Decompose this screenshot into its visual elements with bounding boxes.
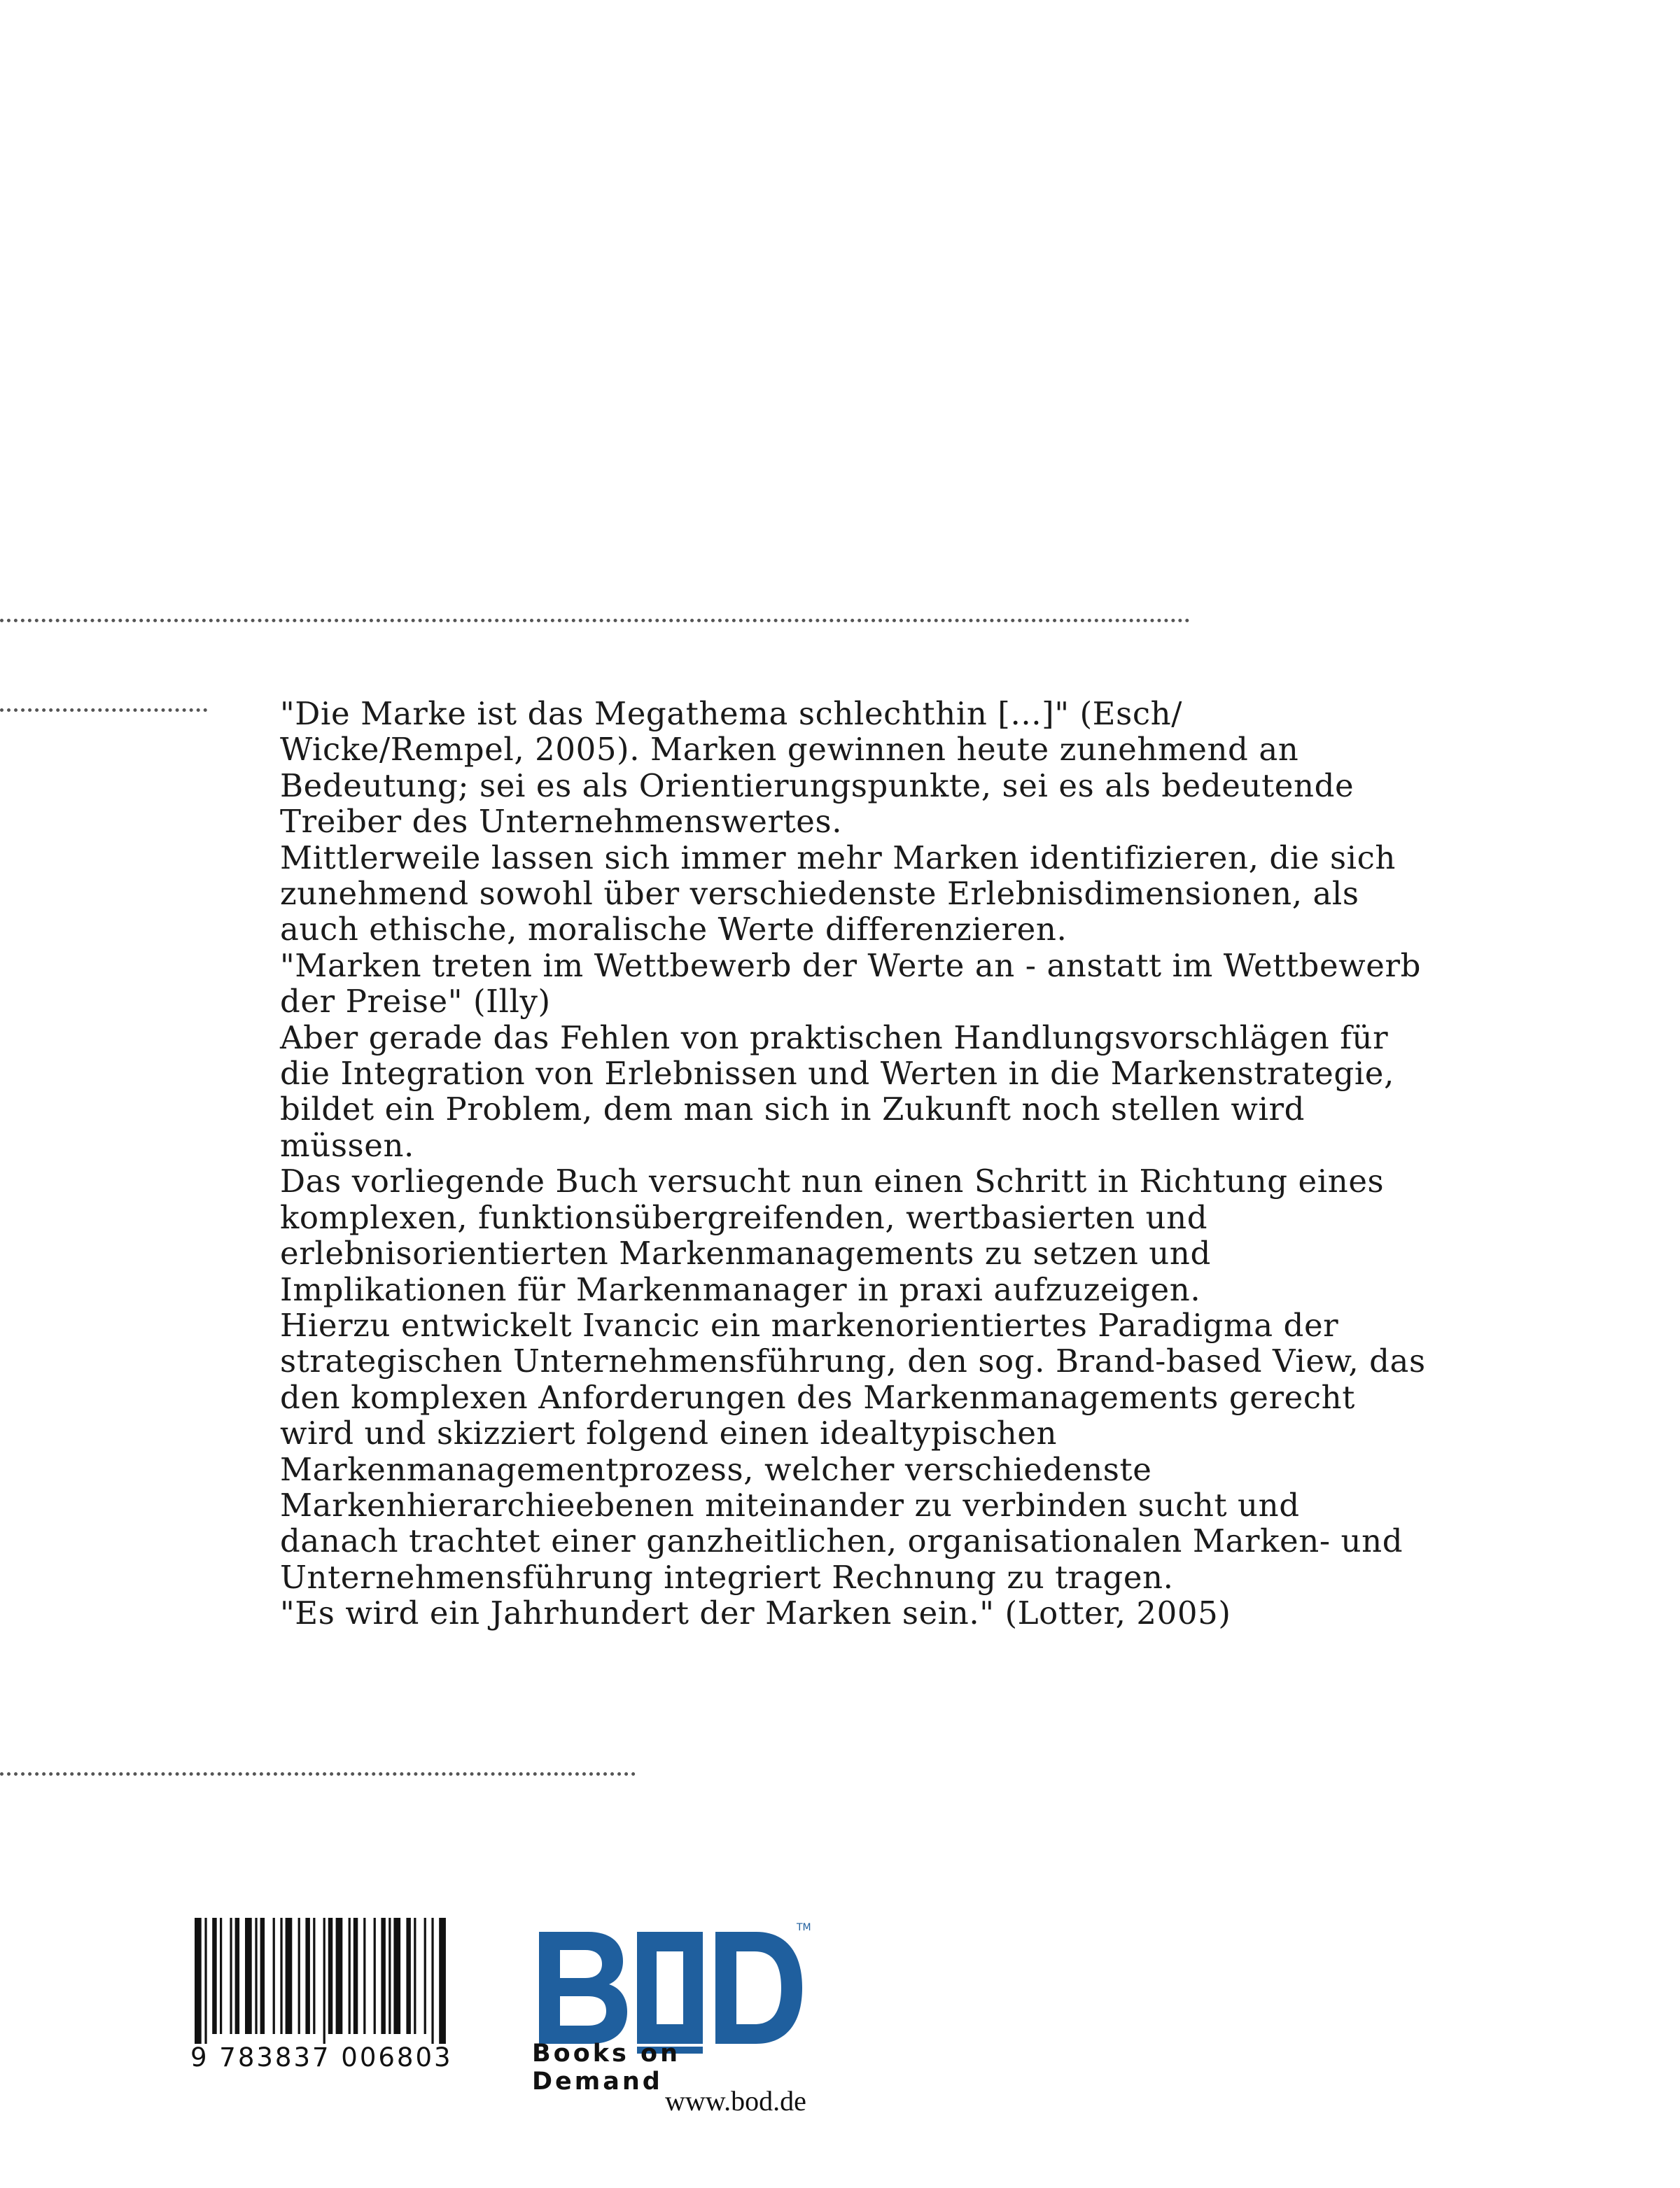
barcode-bar: [260, 1918, 265, 2034]
barcode-bar: [323, 1918, 326, 2044]
barcode-bar: [439, 1918, 446, 2044]
barcode-bar: [363, 1918, 365, 2034]
barcode-bar: [280, 1918, 282, 2034]
barcode-bar: [235, 1918, 239, 2034]
publisher-url: www.bod.de: [665, 2085, 806, 2117]
dotted-rule-short: [0, 708, 207, 712]
barcode-bar: [381, 1918, 385, 2034]
barcode-bars: [189, 1918, 497, 2044]
barcode-bar: [431, 1918, 433, 2044]
barcode-bar: [424, 1918, 426, 2034]
barcode-bar: [388, 1918, 391, 2034]
blurb-paragraph: Hierzu entwickelt Ivancic ein markenorientiertes Paradigma der strategischen Unternehmensführung, den sog. Brand-based View, das den komplexen Anforderungen des Markenmanagements gerecht wird und skizziert folgend einen idealtypischen Markenmanagementprozess, welcher verschiedenste Markenhierarchieebenen miteinander zu verbinden sucht und danach trachtet einer ganzheitlichen, organisationalen Marken- und Unternehmensführung integriert Rechnung zu tragen.: [280, 1306, 1426, 1596]
blurb-paragraph: Aber gerade das Fehlen von praktischen Handlungsvorschlägen für die Integration von Erlebnissen und Werten in die Markenstrategie, bildet ein Problem, dem man sich in Zukunft noch stellen wird müssen.: [280, 1018, 1394, 1164]
barcode-bar: [230, 1918, 232, 2034]
barcode-bar: [354, 1918, 358, 2034]
dotted-rule-bottom: [0, 1772, 636, 1776]
logo-letter-o: [637, 1932, 703, 2044]
barcode-bar: [313, 1918, 315, 2034]
barcode-bar: [349, 1918, 351, 2034]
blurb-quote: "Es wird ein Jahrhundert der Marken sein." (Lotter, 2005): [280, 1594, 1231, 1632]
logo-letter-d: [715, 1932, 802, 2044]
barcode-bar: [336, 1918, 343, 2034]
barcode-bar: [414, 1918, 416, 2034]
barcode-bar: [220, 1918, 222, 2034]
blurb-paragraph: "Die Marke ist das Megathema schlechthin [...]" (Esch/ Wicke/Rempel, 2005). Marken gewinnen heute zunehmend an Bedeutung; sei es als Orientierungspunkte, sei es als bedeutende Treiber des Unternehmenswertes.: [280, 695, 1354, 841]
blurb-quote: "Marken treten im Wettbewerb der Werte an - anstatt im Wettbewerb der Preise" (Illy): [280, 946, 1422, 1021]
barcode-bar: [305, 1918, 309, 2034]
barcode-bar: [212, 1918, 216, 2034]
barcode-bar: [298, 1918, 300, 2034]
barcode-bar: [255, 1918, 257, 2034]
isbn-number: 9 783837 006803: [190, 2042, 453, 2073]
barcode-bar: [328, 1918, 332, 2034]
barcode-bar: [374, 1918, 376, 2034]
blurb-paragraph: Das vorliegende Buch versucht nun einen Schritt in Richtung eines komplexen, funktionsübergreifenden, wertbasierten und erlebnisorientierten Markenmanagements zu setzen und Implikationen für Markenmanager in praxi aufzuzeigen.: [280, 1163, 1385, 1308]
trademark-mark: TM: [797, 1922, 811, 1933]
blurb-paragraph: Mittlerweile lassen sich immer mehr Marken identifizieren, die sich zunehmend sowohl über verschiedenste Erlebnisdimensionen, als auch ethische, moralische Werte differenzieren.: [280, 839, 1396, 948]
barcode-bar: [245, 1918, 252, 2034]
back-cover-blurb: [280, 696, 1428, 1632]
dotted-rule-top: [0, 619, 1190, 622]
publisher-tagline: Books on Demand: [532, 2040, 681, 2096]
barcode-bar: [286, 1918, 293, 2034]
barcode-bar: [204, 1918, 206, 2044]
logo-letter-b: [539, 1932, 627, 2044]
barcode-bar: [406, 1918, 410, 2034]
barcode-bar: [273, 1918, 275, 2034]
barcode-bar: [195, 1918, 202, 2044]
barcode-bar: [393, 1918, 400, 2034]
